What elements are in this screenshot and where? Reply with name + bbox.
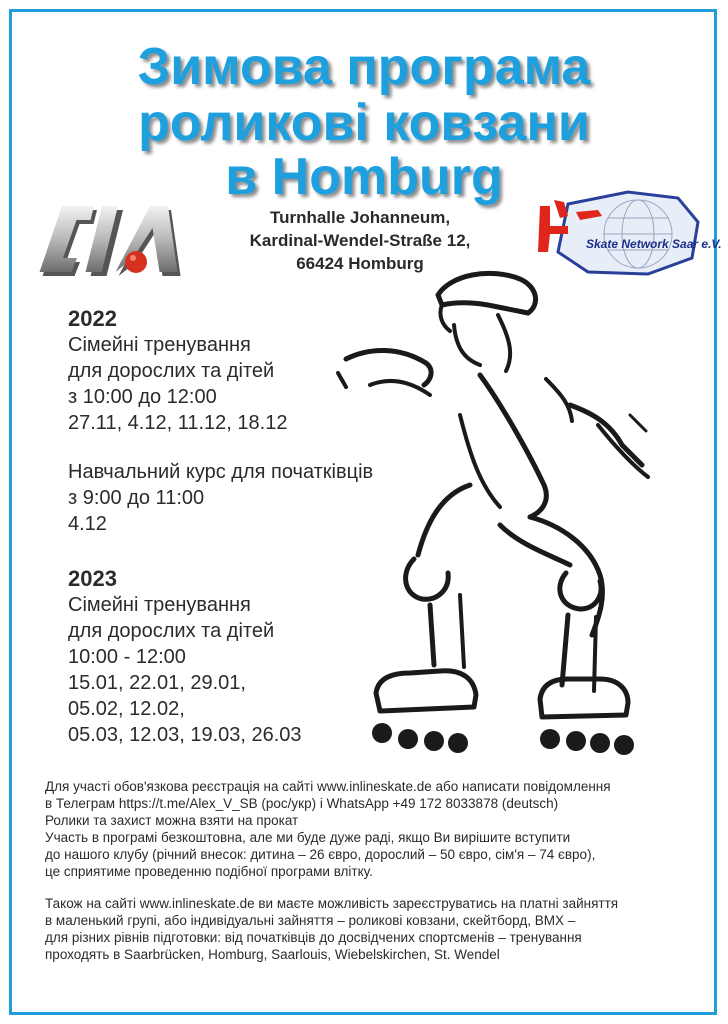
info-line: Участь в програмі безкоштовна, але ми буде дуже раді, якщо Ви вирішите вступити — [45, 830, 571, 845]
address-line-3: 66424 Homburg — [296, 254, 424, 273]
info-line: Ролики та захист можна взяти на прокат — [45, 813, 299, 828]
red-ball-icon — [125, 251, 147, 273]
schedule-2023 — [68, 566, 302, 748]
year-2022: 2022 — [68, 306, 117, 331]
schedule-2022-course — [68, 459, 373, 537]
info-line: в Телеграм https://t.me/Alex_V_SB (рос/укр) і WhatsApp +49 172 8033878 (deutsch) — [45, 796, 559, 811]
info-line: для різних рівнів підготовки: від початківців до досвідчених спортсменів – тренування — [45, 930, 582, 945]
dates-2023-line-2: 05.02, 12.02, — [68, 698, 185, 720]
family-time: з 10:00 до 12:00 — [68, 386, 217, 408]
address-line-2: Kardinal-Wendel-Straße 12, — [249, 231, 471, 250]
skater-illustration — [330, 255, 690, 755]
title-line-1: Зимова програма — [137, 38, 591, 96]
family-title: Сімейні тренування — [68, 334, 251, 356]
cia-logo — [40, 185, 200, 288]
family-time-2023: 10:00 - 12:00 — [68, 646, 186, 668]
address-line-1: Turnhalle Johanneum, — [269, 208, 451, 227]
title-line-3: в Homburg — [225, 148, 503, 206]
family-title-2023: Сімейні тренування — [68, 594, 251, 616]
info-line: до нашого клубу (річний внесок: дитина – 26 євро, дорослий – 50 євро, сім'я – 74 євро), — [45, 847, 596, 862]
info-line: Для участі обов'язкова реєстрація на сайті www.inlineskate.de або написати повідомлення — [45, 779, 611, 794]
info-line: проходять в Saarbrücken, Homburg, Saarlouis, Wiebelskirchen, St. Wendel — [45, 947, 500, 962]
title-line-2: роликові ковзани — [138, 94, 590, 152]
family-audience-2023: для дорослих та дітей — [68, 620, 275, 642]
skate-network-saar-text: Skate Network Saar e.V. — [586, 237, 722, 251]
paid-classes-info — [45, 895, 618, 963]
course-title: Навчальний курс для початківців — [68, 461, 374, 483]
year-2023: 2023 — [68, 566, 117, 591]
family-dates: 27.11, 4.12, 11.12, 18.12 — [68, 412, 288, 434]
info-line: Також на сайті www.inlineskate.de ви маєте можливість зареєструватись на платні зайняття — [45, 896, 619, 911]
dates-2023-line-1: 15.01, 22.01, 29.01, — [68, 672, 246, 694]
cia-logo-text: CIA — [40, 185, 67, 202]
info-line: це сприятиме проведенню подібної програми влітку. — [45, 864, 373, 879]
schedule-2022-family — [68, 306, 287, 436]
family-audience: для дорослих та дітей — [68, 360, 275, 382]
registration-info — [45, 778, 611, 880]
dates-2023-line-3: 05.03, 12.03, 19.03, 26.03 — [68, 724, 302, 746]
course-dates: 4.12 — [68, 513, 107, 535]
course-time: з 9:00 до 11:00 — [68, 487, 205, 509]
info-line: в маленький групі, або індивідуальні зайняття – роликові ковзани, скейтборд, BMX – — [45, 913, 576, 928]
